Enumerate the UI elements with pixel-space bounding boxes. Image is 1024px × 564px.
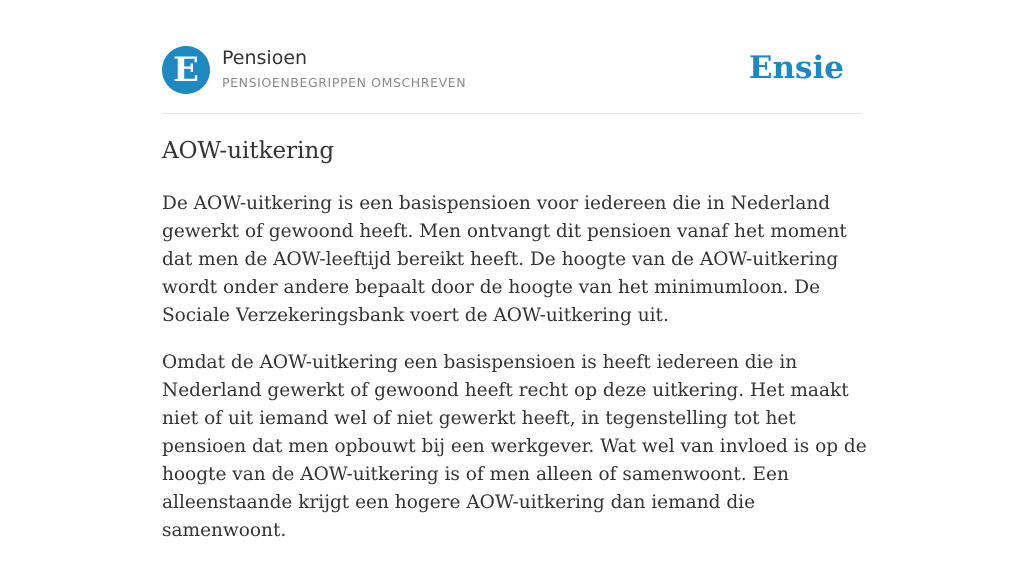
article-title: AOW-uitkering	[162, 138, 335, 164]
ensie-brand-link[interactable]: Ensie	[748, 50, 844, 86]
article-paragraph: De AOW-uitkering is een basispensioen voor iedereen die in Nederland gewerkt of gewoond heeft. Men ontvangt dit pensioen vanaf het moment dat men de AOW-leeftijd bereikt heeft. De hoogte van de AOW-uitkering wordt onder andere bepaalt door de hoogte van het minimumloon. De Sociale Verzekeringsbank voert de AOW-uitkering uit.	[162, 193, 847, 326]
site-title-link[interactable]: Pensioen	[222, 47, 308, 69]
header-divider	[162, 113, 862, 114]
site-subtitle: PENSIOENBEGRIPPEN OMSCHREVEN	[222, 75, 467, 90]
article-body	[162, 190, 882, 564]
header	[162, 46, 862, 96]
ensie-logo-icon[interactable]: E	[162, 46, 210, 94]
article-paragraph: Omdat de AOW-uitkering een basispensioen is heeft iedereen die in Nederland gewerkt of gewoond heeft recht op deze uitkering. Het maakt niet of uit iemand wel of niet gewerkt heeft, in tegenstelling tot het pensioen dat men opbouwt bij een werkgever. Wat wel van invloed is op de hoogte van de AOW-uitkering is of men alleen of samenwoont. Een alleenstaande krijgt een hogere AOW-uitkering dan iemand die samenwoont.	[162, 352, 867, 541]
